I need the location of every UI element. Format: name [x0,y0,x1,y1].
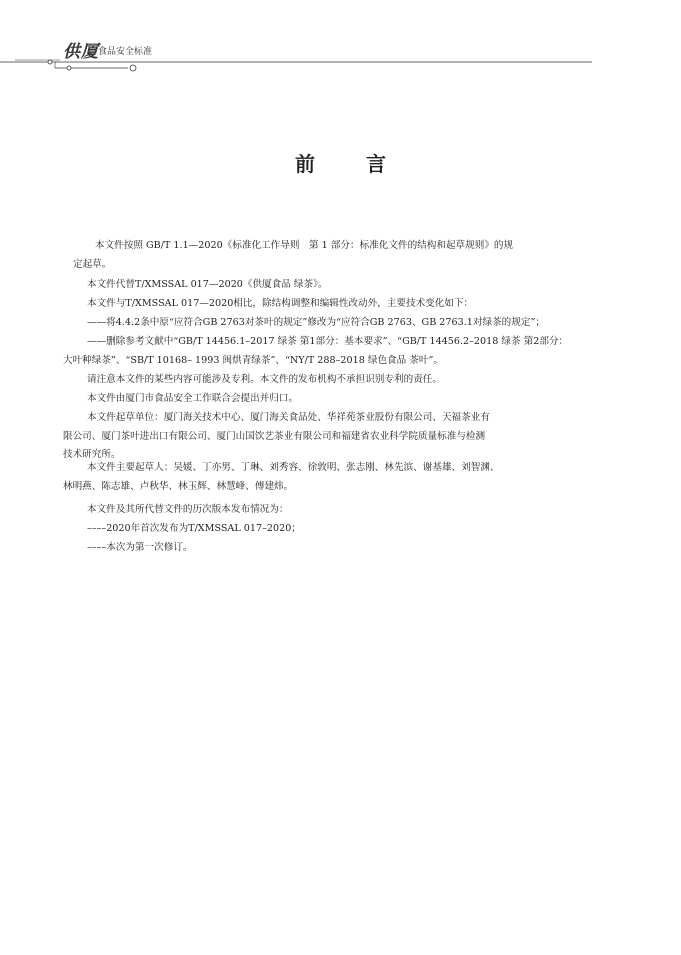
page-header [0,0,681,80]
paragraph-line: 本文件及其所代替文件的历次版本发布情况为： [87,504,289,515]
paragraph-line: 请注意本文件的某些内容可能涉及专利。本文件的发布机构不承担识别专利的责任。 [87,374,442,385]
paragraph-line: 林明燕、陈志雄、卢秋华、林玉辉、林慧峰、傅建炜。 [63,481,294,492]
paragraph-line: 本文件主要起草人：吴媛、丁亦男、丁琳、刘秀容、徐敦明、张志刚、林先滨、谢基雄、刘智渊、 [87,462,500,473]
paragraph-line: 本文件代替T/XMSSAL 017—2020《供厦食品 绿茶》。 [87,279,328,290]
header-decoration [0,0,681,80]
standard-type-label: 食品安全标准 [98,47,153,57]
brand-logo: 供厦 [63,42,99,62]
paragraph-line: 本文件由厦门市食品安全工作联合会提出并归口。 [87,393,299,404]
page-title: 前 言 [295,152,408,176]
paragraph-line: ––––2020年首次发布为T/XMSSAL 017–2020； [87,523,301,534]
paragraph-line: 大叶种绿茶”、“SB/T 10168– 1993 闽烘青绿茶”、“NY/T 288–2018 绿色食品 茶叶”。 [63,355,443,366]
paragraph-line: ––––本次为第一次修订。 [87,542,193,553]
paragraph-line: 限公司、厦门茶叶进出口有限公司、厦门山国饮艺茶业有限公司和福建省农业科学院质量标准与检测 [63,431,486,442]
paragraph-line: ——删除参考文献中“GB/T 14456.1–2017 绿茶 第1部分：基本要求”、“GB/T 14456.2–2018 绿茶 第2部分： [87,336,569,347]
paragraph-line: 技术研究所。 [63,449,121,460]
paragraph-line: 定起草。 [73,259,112,270]
paragraph-line: 本文件与T/XMSSAL 017—2020相比，除结构调整和编辑性改动外，主要技术变化如下： [87,298,474,309]
paragraph-line: 本文件按照 GB/T 1.1—2020《标准化工作导则 第 1 部分：标准化文件的结构和起草规则》的规 [95,240,514,251]
paragraph-line: 本文件起草单位：厦门海关技术中心、厦门海关食品处、华祥苑茶业股份有限公司、天福茶业有 [87,412,490,423]
paragraph-line: ——将4.4.2条中原“应符合GB 2763对茶叶的规定”修改为“应符合GB 2763、GB 2763.1对绿茶的规定”； [87,317,545,328]
